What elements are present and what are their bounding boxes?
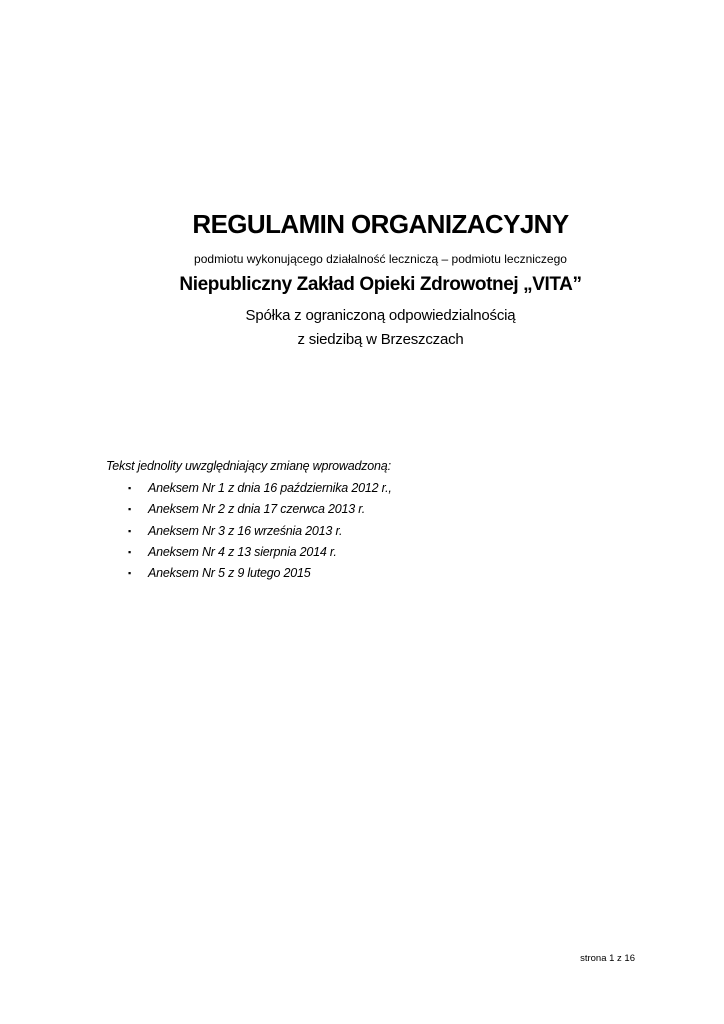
bullet-square-icon: ▪ — [128, 504, 131, 515]
page-number-label: strona 1 z 16 — [580, 953, 635, 964]
amendment-list-item — [106, 524, 392, 545]
amendment-list-item — [106, 481, 392, 502]
amendment-text: Aneksem Nr 2 z dnia 17 czerwca 2013 r. — [148, 502, 366, 517]
company-type-line: Spółka z ograniczoną odpowiedzialnością — [245, 307, 516, 324]
bullet-square-icon: ▪ — [128, 546, 131, 557]
amendment-list-item — [106, 545, 392, 566]
bullet-square-icon: ▪ — [128, 525, 131, 536]
document-title: REGULAMIN ORGANIZACYJNY — [192, 209, 569, 239]
amendment-list-item — [106, 502, 392, 523]
location-line: z siedzibą w Brzeszczach — [297, 331, 464, 348]
document-content — [106, 0, 655, 1024]
bullet-square-icon: ▪ — [128, 483, 131, 493]
amendments-list — [106, 481, 392, 587]
amendment-text: Aneksem Nr 1 z dnia 16 października 2012 r., — [148, 481, 392, 495]
amendment-text: Aneksem Nr 5 z 9 lutego 2015 — [148, 566, 311, 581]
bullet-square-icon: ▪ — [128, 568, 131, 579]
amendment-text: Aneksem Nr 3 z 16 września 2013 r. — [148, 523, 343, 538]
amendment-list-item — [106, 566, 392, 587]
document-subtitle: podmiotu wykonującego działalność leczniczą – podmiotu leczniczego — [194, 252, 567, 266]
organization-name: Niepubliczny Zakład Opieki Zdrowotnej „VITA” — [179, 274, 582, 295]
amendment-text: Aneksem Nr 4 z 13 sierpnia 2014 r. — [148, 544, 337, 559]
amendments-intro: Tekst jednolity uwzględniający zmianę wprowadzoną: — [106, 459, 391, 473]
